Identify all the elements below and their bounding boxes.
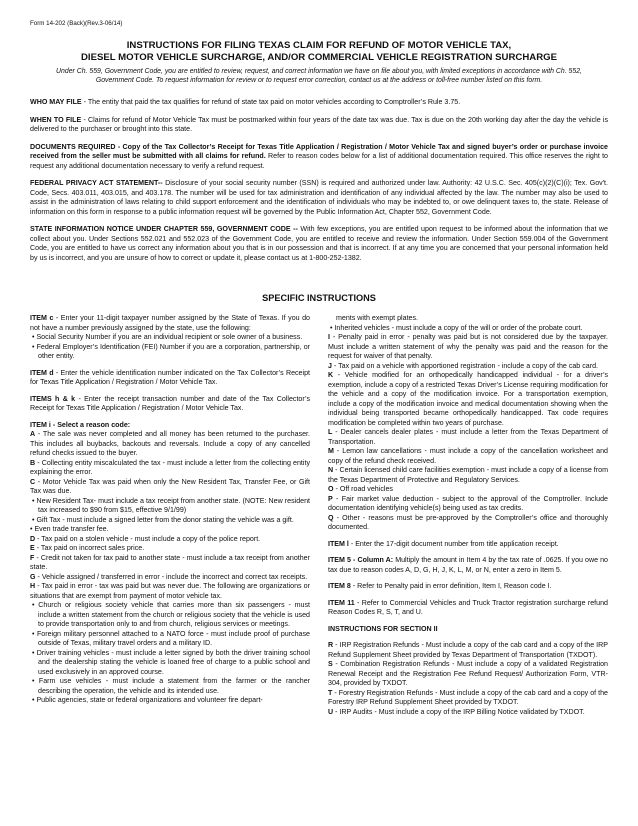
- reason-t: [328, 689, 608, 708]
- reason-k-label: K: [328, 371, 334, 379]
- privacy-subtitle: Under Ch. 559, Government Code, you are entitled to review, request, and correct information we have on file about you, with limited exceptions in accordance with Ch. 552, Government Code. To request information for review or to request error correction, contact us at the address or toll-free number listed on this form.: [56, 68, 582, 84]
- reason-s-text: - Combination Registration Refunds - Must include a copy of a validated Registration Renewal Receipt and the Registration Fee Refund Request/ Authorization Form, VTR-304, provided by TXDOT.: [328, 660, 608, 687]
- reason-m-label: M: [328, 447, 334, 455]
- items-h-k-label: ITEMS h & k: [30, 394, 76, 403]
- reason-q-label: Q: [328, 513, 334, 522]
- reason-b-label: B: [30, 458, 36, 467]
- items-h-k: [30, 395, 310, 414]
- reason-c-label: C: [30, 477, 36, 486]
- item-d-label: ITEM d: [30, 368, 54, 377]
- reason-n-label: N: [328, 466, 334, 474]
- reason-t-label: T: [328, 688, 333, 697]
- item-11-label: ITEM 11: [328, 598, 355, 607]
- reason-u-label: U: [328, 707, 334, 716]
- state-information-notice: [30, 225, 608, 263]
- reason-c-bullet-1: • New Resident Tax- must include a tax receipt from another state. (NOTE: New resident tax increased to $90 from $15, effective 9/1/99): [32, 496, 310, 514]
- reason-f: [30, 554, 310, 573]
- reason-i: [328, 333, 608, 362]
- reason-n: [328, 466, 608, 485]
- form-id: Form 14-202 (Back)(Rev.3-06/14): [30, 20, 123, 27]
- reason-h-bullet-3: • Driver training vehicles - must include a letter signed by both the driver training school and the dealership stating the vehicle is loaned free of charge to a public school and used exclusively in an approved course.: [32, 648, 310, 676]
- section-2-heading: [328, 625, 608, 635]
- reason-d-label: D: [30, 534, 36, 543]
- reason-l-text: - Dealer cancels dealer plates - must include a letter from the Texas Department of Transportation.: [328, 428, 608, 446]
- item-d-text: - Enter the vehicle identification number indicated on the Tax Collector’s Receipt for Texas Title Application / Registration / Motor Vehicle Tax.: [30, 368, 310, 386]
- reason-o-text: - Off road vehicles: [333, 485, 393, 493]
- reason-a: [30, 430, 310, 459]
- item-c-label: ITEM c: [30, 314, 54, 322]
- who-text: - The entity that paid the tax qualifies for refund of state tax paid on motor vehicles according to Comptroller’s Rule 3.75.: [81, 98, 461, 106]
- reason-d: [30, 535, 310, 545]
- reason-e: [30, 544, 310, 554]
- reason-m-text: - Lemon law cancellations - must include a copy of the cancellation worksheet and copy of the refund check received.: [328, 447, 608, 465]
- state-label: STATE INFORMATION NOTICE UNDER CHAPTER 559, GOVERNMENT CODE --: [30, 225, 298, 233]
- reason-i-text: - Penalty paid in error - penalty was paid but is not considered due by the taxpayer. Must include a written statement of why the penalty was paid and the reason for the request for waiver of that penalty.: [328, 333, 608, 360]
- reason-k-text: - Vehicle modified for an orthopedically handicapped individual - for a driver’s exemption, include a copy of a restricted Texas Driver’s License requiring modification for the vehicle and a copy of the modification invoice. For a transportation exemption, include a copy of the modification invoice and medical documentation showing when the individual being transported became orthopedically handicapped. Tax code requires modification be completed within two years of purchase.: [328, 371, 608, 427]
- reason-h-bullet-6: • Inherited vehicles - must include a copy of the will or order of the probate court.: [330, 323, 583, 332]
- reason-g-text: - Vehicle assigned / transferred in error - include the incorrect and correct tax receipts.: [35, 572, 308, 581]
- intro-section: [30, 98, 608, 271]
- reason-k: [328, 371, 608, 428]
- state-text: With few exceptions, you are entitled upon request to be informed about the information that we collect about you. Under Sections 552.021 and 552.023 of the Government Code, you are entitled to receive and review the information. Under Section 559.004 of the Government Code, you are entitled to have us correct any information about you that is in our possession and that is incorrect. If at any time you are concerned that your personal information held by us is incorrect, and you are unsure of how to correct or update it, please contact us at 1-800-252-1382.: [30, 225, 608, 262]
- reason-m: [328, 447, 608, 466]
- item-l: [328, 540, 608, 550]
- reason-r-label: R: [328, 641, 334, 649]
- reason-l: [328, 428, 608, 447]
- item-c-text: - Enter your 11-digit taxpayer number assigned by the State of Texas. If you do not have a number previously assigned by the state, use the following:: [30, 314, 310, 332]
- reason-p: [328, 495, 608, 514]
- reason-j-text: - Tax paid on a vehicle with apportioned registration - include a copy of the cab card.: [331, 361, 598, 370]
- items-h-k-text: - Enter the receipt transaction number and date of the Tax Collector’s Receipt for Texas Title Application / Registration / Motor Vehicle Tax.: [30, 394, 310, 412]
- reason-h-continued: ments with exempt plates.: [336, 314, 419, 322]
- reason-h-label: H: [30, 582, 36, 590]
- right-column: [328, 314, 608, 717]
- reason-h-bullet-5: • Public agencies, state or federal organizations and volunteer fire depart-: [32, 696, 263, 704]
- documents-required: [30, 143, 608, 172]
- reason-d-text: - Tax paid on a stolen vehicle - must include a copy of the police report.: [35, 534, 261, 543]
- federal-privacy-act: [30, 179, 608, 217]
- reason-c-bullet-2: • Gift Tax - must include a signed letter from the donor stating the vehicle was a gift.: [32, 515, 294, 524]
- item-l-text: - Enter the 17-digit document number from title application receipt.: [348, 539, 559, 548]
- reason-h-text: - Tax paid in error - tax was paid but was never due. The following are organizations or situations that are exempt from payment of motor vehicle tax.: [30, 582, 310, 600]
- item-8-label: ITEM 8: [328, 582, 351, 590]
- item-8: [328, 582, 608, 592]
- item-5-text: Multiply the amount in Item 4 by the tax rate of .0625. If you owe no tax due to reason codes A, D, G, H, J, K, L, M, or N, enter a zero in Item 5.: [328, 556, 608, 574]
- reason-c-bullet-3: • Even trade transfer fee.: [30, 525, 109, 533]
- item-11-text: - Refer to Commercial Vehicles and Truck Tractor registration surcharge refund Reason Codes R, S, T, and U.: [328, 598, 608, 616]
- reason-h-bullet-2: • Foreign military personnel attached to a NATO force - must include proof of purchase outside of Texas, military travel orders and a military ID.: [32, 629, 310, 647]
- specific-instructions-heading: SPECIFIC INSTRUCTIONS: [262, 293, 376, 303]
- reason-e-label: E: [30, 544, 35, 552]
- reason-q: [328, 514, 608, 533]
- reason-b-text: - Collecting entity miscalculated the tax - must include a letter from the collecting entity explaining the error.: [30, 458, 310, 476]
- reason-o-label: O: [328, 485, 334, 493]
- reason-p-label: P: [328, 494, 333, 503]
- item-l-label: ITEM l: [328, 539, 349, 548]
- document-title: [30, 40, 608, 64]
- privacy-label: FEDERAL PRIVACY ACT STATEMENT--: [30, 179, 163, 187]
- item-c-bullet-2: • Federal Employer’s Identification (FEI) Number if you are a corporation, partnership, or other entity.: [32, 342, 310, 360]
- item-d: [30, 369, 310, 388]
- privacy-text: Disclosure of your social security number (SSN) is required and authorized under law. Authority: 42 U.S.C. Sec. 405(c)(2)(C)(i); Tex. Gov't. Code, Secs. 403.011, 403.015, and 403.178. The number will be used for tax administration and identification of any individual affected by the law. The number may also be used to assist in the administration of laws relating to child support enforcement and the identification of individuals who may be indebted to, or owe delinquent taxes to, the state. Release of information on this form in response to a public information request will be governed by the Public Information Act, Chapter 552, Government Code.: [30, 179, 609, 216]
- title-line-1: INSTRUCTIONS FOR FILING TEXAS CLAIM FOR REFUND OF MOTOR VEHICLE TAX,: [126, 40, 512, 51]
- reason-r-text: - IRP Registration Refunds - Must include a copy of the cab card and a copy of the IRP Refund Supplement Sheet provided by Texas Department of Transportation (TXDOT).: [328, 641, 608, 659]
- reason-c: [30, 478, 310, 497]
- reason-a-label: A: [30, 430, 36, 438]
- who-may-file: [30, 98, 608, 108]
- item-11: [328, 599, 608, 618]
- when-text: - Claims for refund of Motor Vehicle Tax must be postmarked within four years of the date tax was due. Tax is due on the 20th working day after the day the vehicle is delivered to the purchaser or brought into this state.: [30, 115, 608, 133]
- who-label: WHO MAY FILE: [30, 98, 82, 106]
- reason-e-text: - Tax paid on incorrect sales price.: [34, 544, 145, 552]
- reason-i-label: I: [328, 333, 330, 341]
- reason-f-text: - Credit not taken for tax paid to another state - must include a tax receipt from another state.: [30, 553, 310, 571]
- reason-s: [328, 660, 608, 689]
- reason-g: [30, 573, 310, 583]
- item-i-heading: [30, 421, 310, 431]
- reason-g-label: G: [30, 572, 36, 581]
- docs-text: Refer to reason codes below for a list of additional documentation required. This office reserves the right to request any additional documentation necessary to verify a refund request.: [30, 152, 609, 170]
- reason-s-label: S: [328, 660, 333, 668]
- reason-p-text: - Fair market value deduction - subject to the approval of the Comptroller. Include documentation identifying vehicle(s) being used as tax credits.: [328, 494, 608, 512]
- reason-u: [328, 708, 608, 718]
- item-c-bullet-1: • Social Security Number if you are an individual recipient or sole owner of a business.: [32, 333, 303, 341]
- reason-c-text: - Motor Vehicle Tax was paid when only the New Resident Tax, Transfer Fee, or Gift Tax was due.: [30, 477, 310, 495]
- reason-j: [328, 362, 608, 372]
- reason-f-label: F: [30, 553, 35, 562]
- reason-h-bullet-1: • Church or religious society vehicle that carries more than six passengers - must include a written statement from the church or religious society that the vehicle is used to provide transportation only to and from church, religious services or meetings.: [32, 601, 310, 628]
- title-line-2: DIESEL MOTOR VEHICLE SURCHARGE, AND/OR COMMERCIAL VEHICLE REGISTRATION SURCHARGE: [81, 51, 557, 63]
- section-2-label: INSTRUCTIONS FOR SECTION II: [328, 624, 438, 633]
- reason-a-text: - The sale was never completed and all money has been returned to the purchaser. This includes all buybacks, backouts and reversals. Include a copy of any cancelled refund checks issued to the buyer.: [30, 430, 310, 457]
- reason-o: [328, 485, 608, 495]
- docs-label: DOCUMENTS REQUIRED - Copy of the Tax Collector’s Receipt for Texas Title Application / Registration / Motor Vehicle Tax and signed buyer’s order or purchase invoice received from the seller must be submitted with all claims for refund.: [30, 142, 608, 160]
- left-column: [30, 314, 310, 706]
- reason-t-text: - Forestry Registration Refunds - Must include a copy of the cab card and a copy of the Forestry IRP Refund Supplement Sheet provided by TXDOT.: [328, 688, 608, 706]
- when-label: WHEN TO FILE: [30, 115, 82, 124]
- reason-l-label: L: [328, 428, 333, 436]
- reason-q-text: - Other - reasons must be pre-approved by the Comptroller’s office and thoroughly documented.: [328, 513, 608, 531]
- item-5: [328, 556, 608, 575]
- reason-h: [30, 582, 310, 601]
- item-i-label: ITEM i - Select a reason code:: [30, 420, 131, 429]
- reason-b: [30, 459, 310, 478]
- reason-u-text: - IRP Audits - Must include a copy of the IRP Billing Notice validated by TXDOT.: [333, 707, 585, 716]
- reason-j-label: J: [328, 361, 332, 370]
- item-c: [30, 314, 310, 333]
- reason-r: [328, 641, 608, 660]
- when-to-file: [30, 116, 608, 135]
- reason-n-text: - Certain licensed child care facilities exemption - must include a copy of a license from the Texas Department of Protective and Regulatory Services.: [328, 466, 608, 484]
- item-8-text: - Refer to Penalty paid in error definition, Item I, Reason code I.: [350, 582, 552, 590]
- reason-h-bullet-4: • Farm use vehicles - must include a statement from the farmer or the rancher describing the operation, the vehicle and its intended use.: [32, 677, 310, 695]
- item-5-label: ITEM 5 - Column A:: [328, 556, 394, 564]
